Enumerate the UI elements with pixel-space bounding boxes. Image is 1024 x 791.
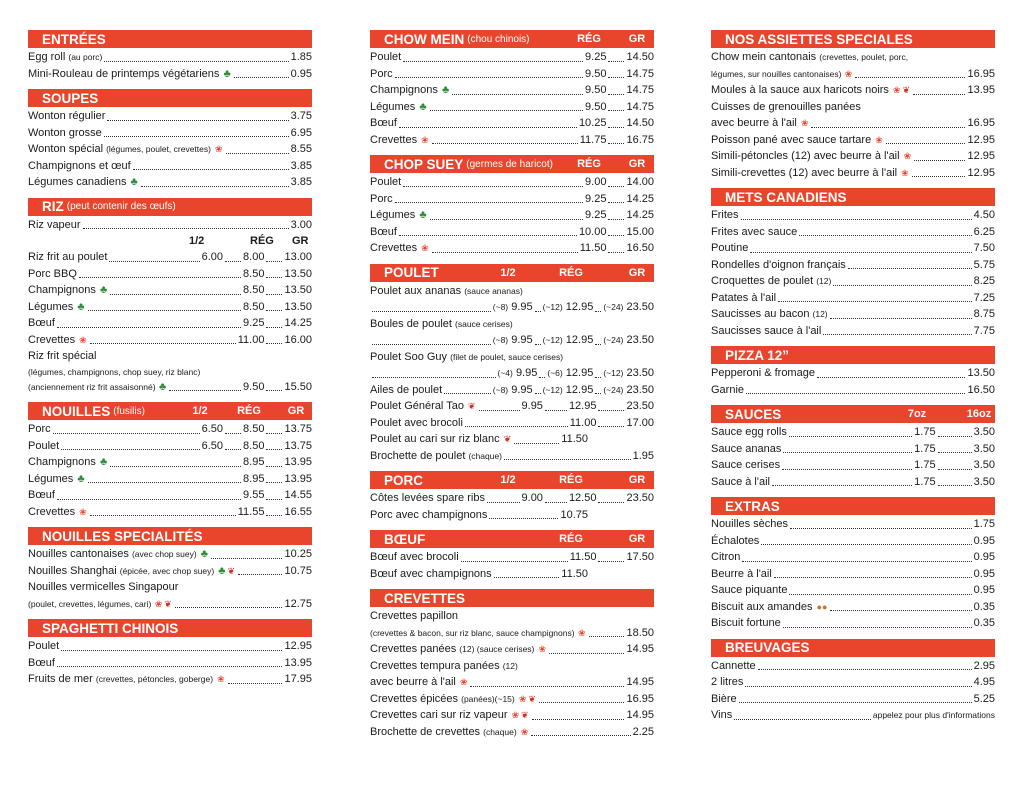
section-header: POULET 1/2 RÉG GR (370, 264, 654, 282)
section-header (711, 497, 995, 515)
menu-item: Légumes ♣ 8.95 13.95 (28, 472, 312, 485)
menu-item: (~8) 9.95 (~12) 12.95 (~24) 23.50 (370, 299, 654, 316)
menu-item-name: Riz frit spécial (28, 350, 97, 362)
section-header: CHOW MEIN (chou chinois) RÉG GR (370, 30, 654, 48)
section-header (28, 619, 312, 637)
shrimp-icon: ❀ (79, 506, 87, 517)
menu-item: Poisson pané avec sauce tartare ❀ 12.95 (711, 133, 995, 146)
menu-item: Poulet 12.95 (28, 640, 312, 652)
chili-icon: ❦ (468, 401, 476, 412)
section-nouilles (28, 402, 312, 520)
section-mets-canadiens (711, 188, 995, 339)
section-header (28, 89, 312, 107)
section-header (370, 589, 654, 607)
chili-icon: ❦ (521, 710, 529, 721)
menu-item-name: Poulet Soo Guy (filet de poulet, sauce cerises) (370, 350, 564, 363)
shrimp-icon: ❀ (875, 134, 883, 145)
menu-item: Échalotes 0.95 (711, 534, 995, 547)
menu-item: Porc avec champignons 10.75 (370, 508, 588, 521)
shrimp-icon: ❀ (538, 644, 546, 655)
section-header (28, 527, 312, 545)
menu-item: Porc 6.50 8.50 13.75 (28, 423, 312, 435)
shrimp-icon: ❀ (901, 167, 909, 178)
menu-item: Bœuf 13.95 (28, 656, 312, 669)
section-header (28, 30, 312, 48)
section-header: RIZ (peut contenir des œufs) (28, 198, 312, 216)
section-title: NOS ASSIETTES SPECIALES (725, 31, 913, 47)
menu-item-name: Crevettes tempura panées (12) (370, 659, 518, 672)
broccoli-icon: ♣ (218, 564, 226, 577)
menu-item: Frites avec sauce 6.25 (711, 225, 995, 238)
shrimp-icon: ❀ (518, 693, 527, 704)
menu-item: Cannette 2.95 (711, 659, 995, 672)
menu-item: Légumes ♣ 9.25 14.25 (370, 209, 654, 222)
section-title: SAUCES (725, 406, 782, 422)
menu-item: Porc BBQ 8.50 13.50 (28, 267, 312, 280)
menu-item: Simili-pétoncles (12) avec beurre à l'ail ❀ 12.95 (711, 150, 995, 162)
section-title: BREUVAGES (725, 640, 810, 655)
menu-item: Pepperoni & fromage 13.50 (711, 367, 995, 379)
section-header (711, 346, 995, 364)
section-header: BŒUF RÉG GR (370, 530, 654, 548)
menu-item: Sauce egg rolls 1.75 3.50 (711, 426, 995, 438)
section-title: EXTRAS (725, 498, 780, 514)
menu-item: Egg roll (au porc) 1.85 (28, 51, 312, 63)
menu-item-name: Chow mein cantonais (crevettes, poulet, porc, (711, 51, 909, 63)
menu-column-1 (28, 30, 312, 695)
menu-item: Légumes ♣ 8.50 13.50 (28, 300, 312, 313)
menu-item: Simili-crevettes (12) avec beurre à l'ail ❀ 12.95 (711, 166, 995, 179)
section-title: POULET (384, 265, 439, 280)
menu-item: Champignons et œuf 3.85 (28, 159, 312, 172)
shrimp-icon: ❀ (577, 628, 586, 639)
broccoli-icon: ♣ (130, 176, 138, 189)
section-title: NOUILLES (42, 403, 111, 419)
shrimp-icon: ❀ (893, 85, 901, 96)
shrimp-icon: ❀ (844, 69, 853, 80)
menu-item: (poulet, crevettes, légumes, cari) ❀ ❦ 12.75 (28, 597, 312, 610)
section-title: PIZZA 12” (725, 347, 790, 363)
menu-item: Frites 4.50 (711, 209, 995, 221)
menu-item: Citron 0.95 (711, 551, 995, 563)
menu-item: Bœuf 9.25 14.25 (28, 317, 312, 329)
menu-item: Champignons ♣ 8.95 13.95 (28, 456, 312, 469)
menu-item: Biscuit aux amandes ●● 0.35 (711, 600, 995, 613)
menu-item: Nouilles cantonaises (avec chop suey) ♣ 10.25 (28, 548, 312, 561)
section-title: SOUPES (42, 90, 99, 106)
menu-item: Poulet 6.50 8.50 13.75 (28, 439, 312, 452)
broccoli-icon: ♣ (99, 456, 108, 469)
menu-item: Légumes canadiens ♣ 3.85 (28, 176, 312, 189)
menu-item: Poulet avec brocoli 11.00 17.00 (370, 416, 654, 429)
section-porc (370, 471, 654, 523)
menu-item: Poulet au cari sur riz blanc ❦ 11.50 (370, 433, 588, 445)
section-title: CHOW MEIN (384, 31, 465, 47)
menu-item: 2 litres 4.95 (711, 676, 995, 688)
menu-item: Crevettes épicées (panées)(~15) ❀ ❦ 16.95 (370, 692, 654, 705)
section-assiettes-speciales (711, 30, 995, 181)
section-boeuf (370, 530, 654, 582)
section-riz (28, 198, 312, 396)
section-pizza (711, 346, 995, 398)
menu-column-3 (711, 30, 995, 731)
chili-icon: ❦ (503, 434, 512, 445)
menu-item: (~8) 9.95 (~12) 12.95 (~24) 23.50 (370, 332, 654, 349)
menu-item: Brochette de poulet (chaque) 1.95 (370, 449, 654, 462)
menu-item: Sauce à l'ail 1.75 3.50 (711, 475, 995, 488)
section-title: SPAGHETTI CHINOIS (42, 620, 179, 636)
section-extras (711, 497, 995, 632)
section-nouilles-specialites (28, 527, 312, 612)
broccoli-icon: ♣ (158, 381, 167, 394)
broccoli-icon: ♣ (77, 300, 85, 313)
broccoli-icon: ♣ (419, 100, 427, 113)
menu-item: Crevettes ❀ 11.50 16.50 (370, 242, 654, 254)
broccoli-icon: ♣ (223, 67, 231, 80)
menu-item: Riz frit au poulet 6.00 8.00 13.00 (28, 251, 312, 263)
menu-item: avec beurre à l'ail ❀ 16.95 (711, 117, 995, 129)
shrimp-icon: ❀ (215, 144, 223, 155)
menu-item: Poulet Général Tao ❦ 9.95 12.95 23.50 (370, 400, 654, 412)
shrimp-icon: ❀ (154, 599, 163, 610)
menu-item: Champignons ♣ 8.50 13.50 (28, 284, 312, 297)
section-header (711, 188, 995, 206)
menu-item: Crevettes ❀ 11.55 16.55 (28, 505, 312, 518)
menu-item: Bœuf 9.55 14.55 (28, 489, 312, 501)
shrimp-icon: ❀ (903, 151, 912, 162)
menu-item-name: Cuisses de grenouilles panées (711, 100, 861, 113)
menu-item: Saucisses sauce à l'ail 7.75 (711, 324, 995, 337)
menu-item: Bœuf 10.00 15.00 (370, 225, 654, 238)
menu-item: Fruits de mer (crevettes, pétoncles, goberge) ❀ 17.95 (28, 673, 312, 685)
menu-column-2 (370, 30, 654, 747)
menu-item: Beurre à l'ail 0.95 (711, 567, 995, 580)
broccoli-icon: ♣ (200, 548, 208, 561)
shrimp-icon: ❀ (800, 118, 809, 129)
menu-item: Vins appelez pour plus d'informations (711, 709, 995, 721)
shrimp-icon: ❀ (511, 710, 520, 721)
menu-item: Wonton spécial (légumes, poulet, crevettes) ❀ 8.55 (28, 143, 312, 155)
menu-item: Crevettes cari sur riz vapeur ❀ ❦ 14.95 (370, 709, 654, 721)
menu-item: (~4) 9.95 (~6) 12.95 (~12) 23.50 (370, 365, 654, 382)
chili-icon: ❦ (227, 565, 236, 576)
menu-item: Poulet 9.25 14.50 (370, 51, 654, 63)
menu-item: Brochette de crevettes (chaque) ❀ 2.25 (370, 725, 654, 738)
menu-item: Rondelles d'oignon français 5.75 (711, 258, 995, 271)
menu-item-name: Crevettes papillon (370, 610, 459, 622)
menu-item: (anciennement riz frit assaisonné) ♣ 9.50 15.50 (28, 380, 312, 394)
chili-icon: ❦ (902, 85, 911, 96)
menu-item: Saucisses au bacon (12) 8.75 (711, 308, 995, 320)
section-title: RIZ (42, 199, 64, 214)
section-spaghetti (28, 619, 312, 688)
menu-item: Crevettes ❀ 11.75 16.75 (370, 133, 654, 146)
section-chow-mein (370, 30, 654, 148)
menu-item: Biscuit fortune 0.35 (711, 617, 995, 629)
menu-item: Porc 9.50 14.75 (370, 67, 654, 80)
menu-item: avec beurre à l'ail ❀ 14.95 (370, 676, 654, 688)
shrimp-icon: ❀ (421, 243, 429, 254)
menu-item-name: Nouilles vermicelles Singapour (28, 581, 179, 593)
section-title: CHOP SUEY (384, 156, 464, 172)
menu-item: Nouilles sèches 1.75 (711, 518, 995, 530)
section-header (711, 30, 995, 48)
shrimp-icon: ❀ (459, 677, 468, 688)
section-title: ENTRÉES (42, 31, 106, 47)
section-title: BŒUF (384, 531, 426, 547)
section-title: CREVETTES (384, 590, 466, 606)
menu-item: (crevettes & bacon, sur riz blanc, sauce champignons) ❀ 18.50 (370, 626, 654, 639)
section-title: NOUILLES SPECIALITÉS (42, 528, 203, 544)
section-header (711, 639, 995, 657)
column-headers: 1/2 RÉG GR (189, 234, 309, 247)
menu-item: Crevettes ❀ 11.00 16.00 (28, 333, 312, 346)
menu-item: Nouilles Shanghai (épicée, avec chop suey) ♣ ❦ 10.75 (28, 564, 312, 577)
section-crevettes (370, 589, 654, 740)
menu-item-name: Boules de poulet (sauce cerises) (370, 317, 513, 330)
menu-item: Patates à l'ail 7.25 (711, 291, 995, 304)
section-entrees (28, 30, 312, 82)
section-title: PORC (384, 472, 424, 488)
menu-item: Poutine 7.50 (711, 242, 995, 254)
menu-item: Porc 9.25 14.25 (370, 192, 654, 205)
section-title: METS CANADIENS (725, 189, 847, 205)
broccoli-icon: ♣ (99, 284, 108, 297)
menu-item: Croquettes de poulet (12) 8.25 (711, 275, 995, 287)
almond-cookie-icon: ●● (816, 601, 828, 612)
shrimp-icon: ❀ (217, 674, 225, 685)
menu-item: Sauce cerises 1.75 3.50 (711, 459, 995, 471)
chili-icon: ❦ (528, 693, 536, 704)
menu-item: Bière 5.25 (711, 692, 995, 705)
menu-item: Riz vapeur 3.00 (28, 218, 312, 231)
section-poulet (370, 264, 654, 465)
menu-item: Sauce piquante 0.95 (711, 584, 995, 596)
menu-item: Bœuf avec champignons 11.50 (370, 567, 588, 580)
menu-item: Sauce ananas 1.75 3.50 (711, 442, 995, 455)
chili-icon: ❦ (164, 599, 172, 610)
menu-item: Ailes de poulet (~8) 9.95 (~12) 12.95 (~24) 23.50 (370, 383, 654, 396)
menu-item: Côtes levées spare ribs 9.00 12.50 23.50 (370, 492, 654, 504)
section-soupes (28, 89, 312, 191)
menu-item: Crevettes panées (12) (sauce cerises) ❀ 14.95 (370, 643, 654, 655)
section-header: NOUILLES (fusilis) 1/2 RÉG GR (28, 402, 312, 420)
menu-item: Mini-Rouleau de printemps végétariens ♣ 0.95 (28, 67, 312, 80)
menu-item: Moules à la sauce aux haricots noirs ❀ ❦ 13.95 (711, 84, 995, 96)
menu-item-note: (légumes, champignons, chop suey, riz blanc) (28, 366, 201, 377)
menu-item: Champignons ♣ 9.50 14.75 (370, 84, 654, 97)
broccoli-icon: ♣ (419, 209, 427, 222)
menu-item-name: Poulet aux ananas (sauce ananas) (370, 284, 523, 297)
broccoli-icon: ♣ (77, 472, 85, 485)
broccoli-icon: ♣ (441, 84, 450, 97)
menu-item: Poulet 9.00 14.00 (370, 176, 654, 188)
menu-item: Légumes ♣ 9.50 14.75 (370, 100, 654, 113)
section-header: CHOP SUEY (germes de haricot) RÉG GR (370, 155, 654, 173)
menu-item: Wonton grosse 6.95 (28, 126, 312, 139)
menu-item: Wonton régulier 3.75 (28, 110, 312, 122)
shrimp-icon: ❀ (79, 334, 87, 345)
menu-item: Bœuf avec brocoli 11.50 17.50 (370, 551, 654, 563)
section-chop-suey (370, 155, 654, 257)
shrimp-icon: ❀ (520, 726, 529, 737)
shrimp-icon: ❀ (421, 134, 429, 145)
section-breuvages (711, 639, 995, 724)
menu-item: Bœuf 10.25 14.50 (370, 117, 654, 129)
section-header: PORC 1/2 RÉG GR (370, 471, 654, 489)
section-header: SAUCES 7oz 16oz (711, 405, 995, 423)
section-sauces (711, 405, 995, 490)
menu-item: légumes, sur nouilles cantonaises) ❀ 16.95 (711, 67, 995, 80)
menu-item: Garnie 16.50 (711, 383, 995, 396)
